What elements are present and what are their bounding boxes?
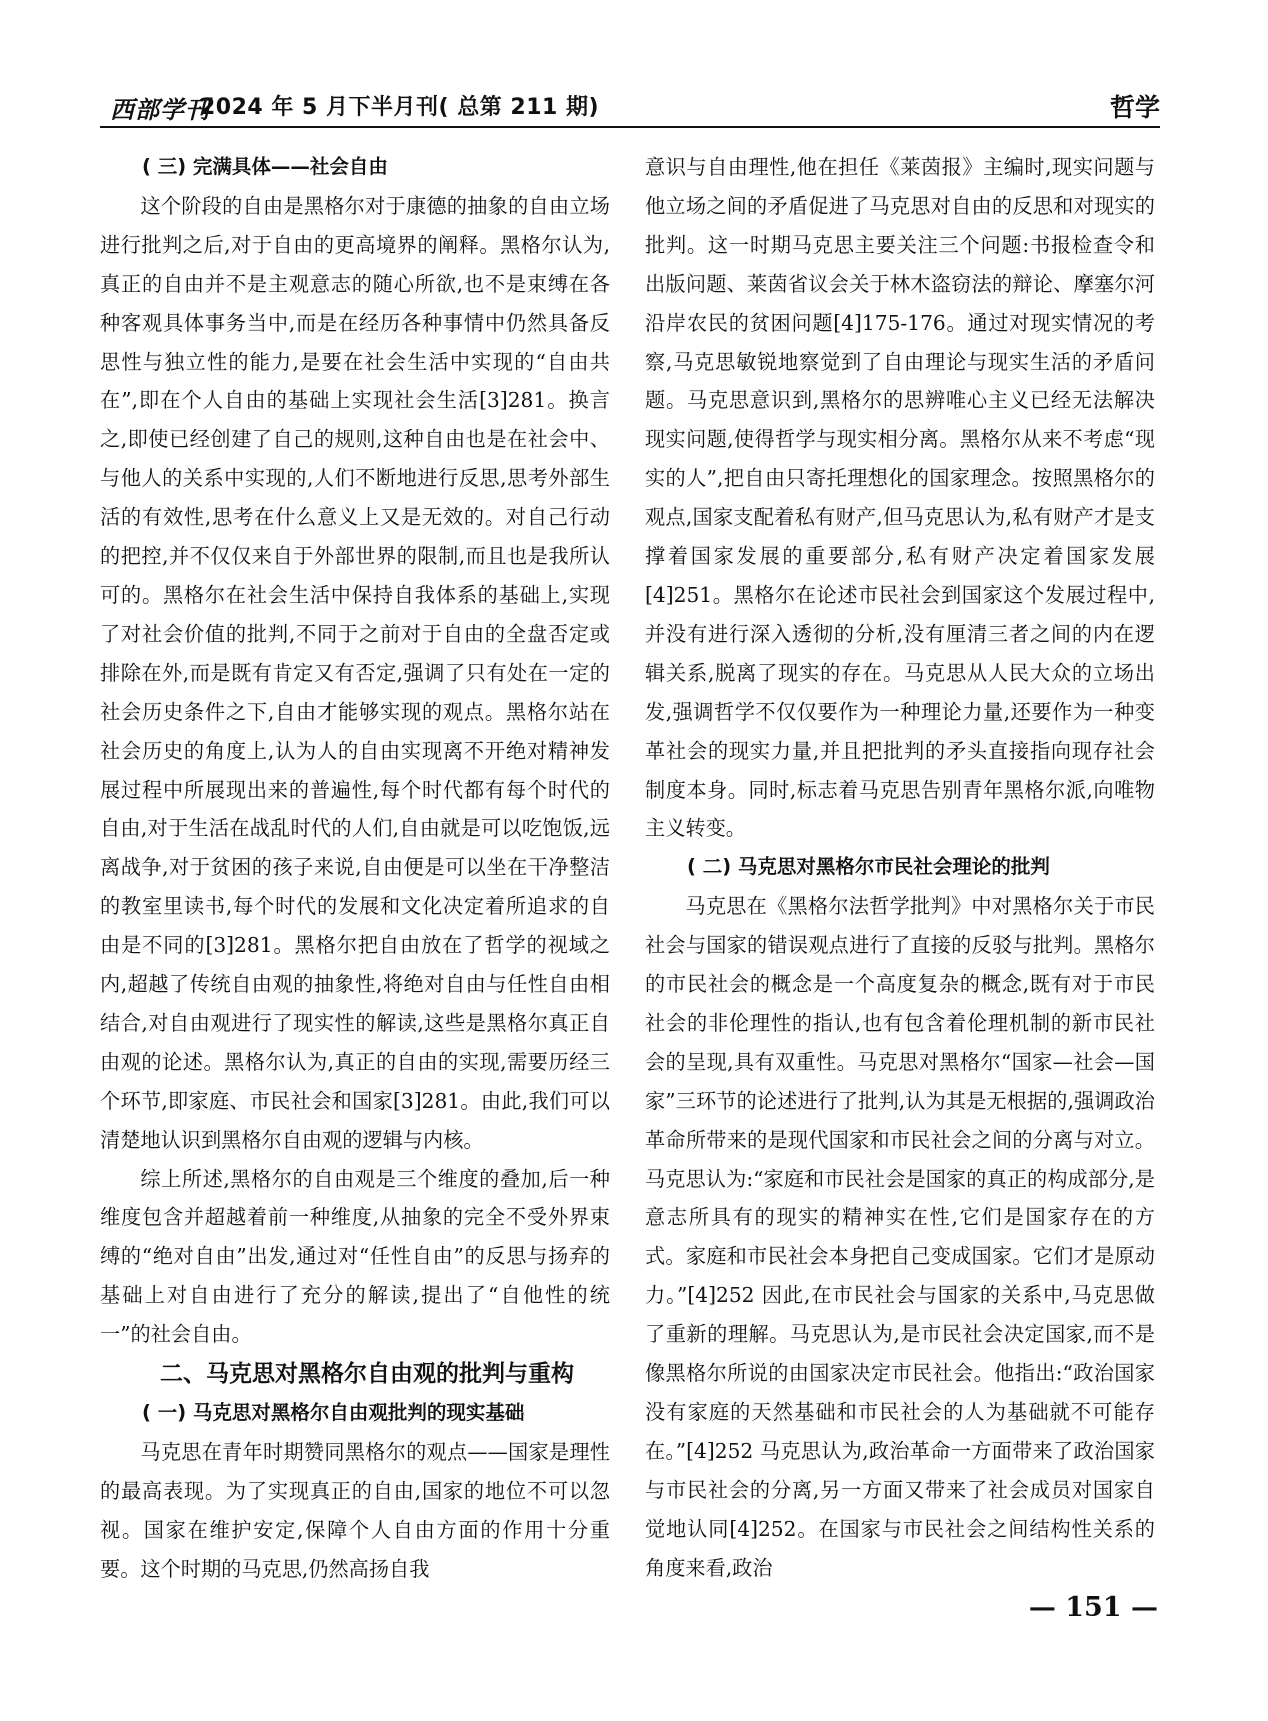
- page-header: [100, 86, 1160, 126]
- subsection-heading: ( 三) 完满具体——社会自由: [142, 155, 388, 178]
- section-label: 哲学: [1109, 93, 1160, 122]
- paragraph: 综上所述,黑格尔的自由观是三个维度的叠加,后一种维度包含并超越着前一种维度,从抽象的完全不受外界束缚的“绝对自由”出发,通过对“任性自由”的反思与扬弃的基础上对自由进行了充分的解读,提出了“自他性的统一”的社会自由。: [100, 1166, 610, 1347]
- section-heading: 二、马克思对黑格尔自由观的批判与重构: [160, 1361, 574, 1388]
- paragraph: 马克思在青年时期赞同黑格尔的观点——国家是理性的最高表现。为了实现真正的自由,国家的地位不可以忽视。国家在维护安定,保障个人自由方面的作用十分重要。这个时期的马克思,仍然高扬自我: [100, 1440, 610, 1581]
- paragraph: 这个阶段的自由是黑格尔对于康德的抽象的自由立场进行批判之后,对于自由的更高境界的阐释。黑格尔认为,真正的自由并不是主观意志的随心所欲,也不是束缚在各种客观具体事务当中,而是在经历各种事情中仍然具备反思性与独立性的能力,是要在社会生活中实现的“自由共在”,即在个人自由的基础上实现社会生活[3]281。换言之,即使已经创建了自己的规则,这种自由也是在社会中、与他人的关系中实现的,人们不断地进行反思,思考外部生活的有效性,思考在什么意义上又是无效的。对自己行动的把控,并不仅仅来自于外部世界的限制,而且也是我所认可的。黑格尔在社会生活中保持自我体系的基础上,实现了对社会价值的批判,不同于之前对于自由的全盘否定或排除在外,而是既有肯定又有否定,强调了只有处在一定的社会历史条件之下,自由才能够实现的观点。黑格尔站在社会历史的角度上,认为人的自由实现离不开绝对精神发展过程中所展现出来的普遍性,每个时代都有每个时代的自由,对于生活在战乱时代的人们,自由就是可以吃饱饭,远离战争,对于贫困的孩子来说,自由便是可以坐在干净整洁的教室里读书,每个时代的发展和文化决定着所追求的自由是不同的[3]281。黑格尔把自由放在了哲学的视域之内,超越了传统自由观的抽象性,将绝对自由与任性自由相结合,对自由观进行了现实性的解读,这些是黑格尔真正自由观的论述。黑格尔认为,真正的自由的实现,需要历经三个环节,即家庭、市民社会和国家[3]281。由此,我们可以清楚地认识到黑格尔自由观的逻辑与内核。: [100, 193, 610, 1152]
- paragraph: 马克思在《黑格尔法哲学批判》中对黑格尔关于市民社会与国家的错误观点进行了直接的反驳与批判。黑格尔的市民社会的概念是一个高度复杂的概念,既有对于市民社会的非伦理性的指认,也有包含着伦理机制的新市民社会的呈现,具有双重性。马克思对黑格尔“国家—社会—国家”三环节的论述进行了批判,认为其是无根据的,强调政治革命所带来的是现代国家和市民社会之间的分离与对立。马克思认为:“家庭和市民社会是国家的真正的构成部分,是意志所具有的现实的精神实在性,它们是国家存在的方式。家庭和市民社会本身把自己变成国家。它们才是原动力。”[4]252 因此,在市民社会与国家的关系中,马克思做了重新的理解。马克思认为,是市民社会决定国家,而不是像黑格尔所说的由国家决定市民社会。他指出:“政治国家没有家庭的天然基础和市民社会的人为基础就不可能存在。”[4]252 马克思认为,政治革命一方面带来了政治国家与市民社会的分离,另一方面又带来了社会成员对国家自觉地认同[4]252。在国家与市民社会之间结构性关系的角度来看,政治: [645, 894, 1155, 1580]
- issue-info: 2024 年 5 月下半月刊( 总第 211 期): [200, 95, 600, 120]
- journal-logo: 西部学刊: [110, 95, 210, 124]
- left-column: [100, 148, 610, 1589]
- paragraph: 意识与自由理性,他在担任《莱茵报》主编时,现实问题与他立场之间的矛盾促进了马克思对自由的反思和对现实的批判。这一时期马克思主要关注三个问题:书报检查令和出版问题、莱茵省议会关于林木盗窃法的辩论、摩塞尔河沿岸农民的贫困问题[4]175-176。通过对现实情况的考察,马克思敏锐地察觉到了自由理论与现实生活的矛盾问题。马克思意识到,黑格尔的思辨唯心主义已经无法解决现实问题,使得哲学与现实相分离。黑格尔从来不考虑“现实的人”,把自由只寄托理想化的国家理念。按照黑格尔的观点,国家支配着私有财产,但马克思认为,私有财产才是支撑着国家发展的重要部分,私有财产决定着国家发展[4]251。黑格尔在论述市民社会到国家这个发展过程中,并没有进行深入透彻的分析,没有厘清三者之间的内在逻辑关系,脱离了现实的存在。马克思从人民大众的立场出发,强调哲学不仅仅要作为一种理论力量,还要作为一种变革社会的现实力量,并且把批判的矛头直接指向现存社会制度本身。同时,标志着马克思告别青年黑格尔派,向唯物主义转变。: [645, 155, 1155, 841]
- right-column: [645, 148, 1155, 1588]
- subsection-heading: ( 二) 马克思对黑格尔市民社会理论的批判: [687, 855, 1050, 879]
- header-rule: [100, 126, 1160, 128]
- subsection-heading: ( 一) 马克思对黑格尔自由观批判的现实基础: [142, 1401, 525, 1425]
- page-number: — 151 —: [1028, 1592, 1158, 1623]
